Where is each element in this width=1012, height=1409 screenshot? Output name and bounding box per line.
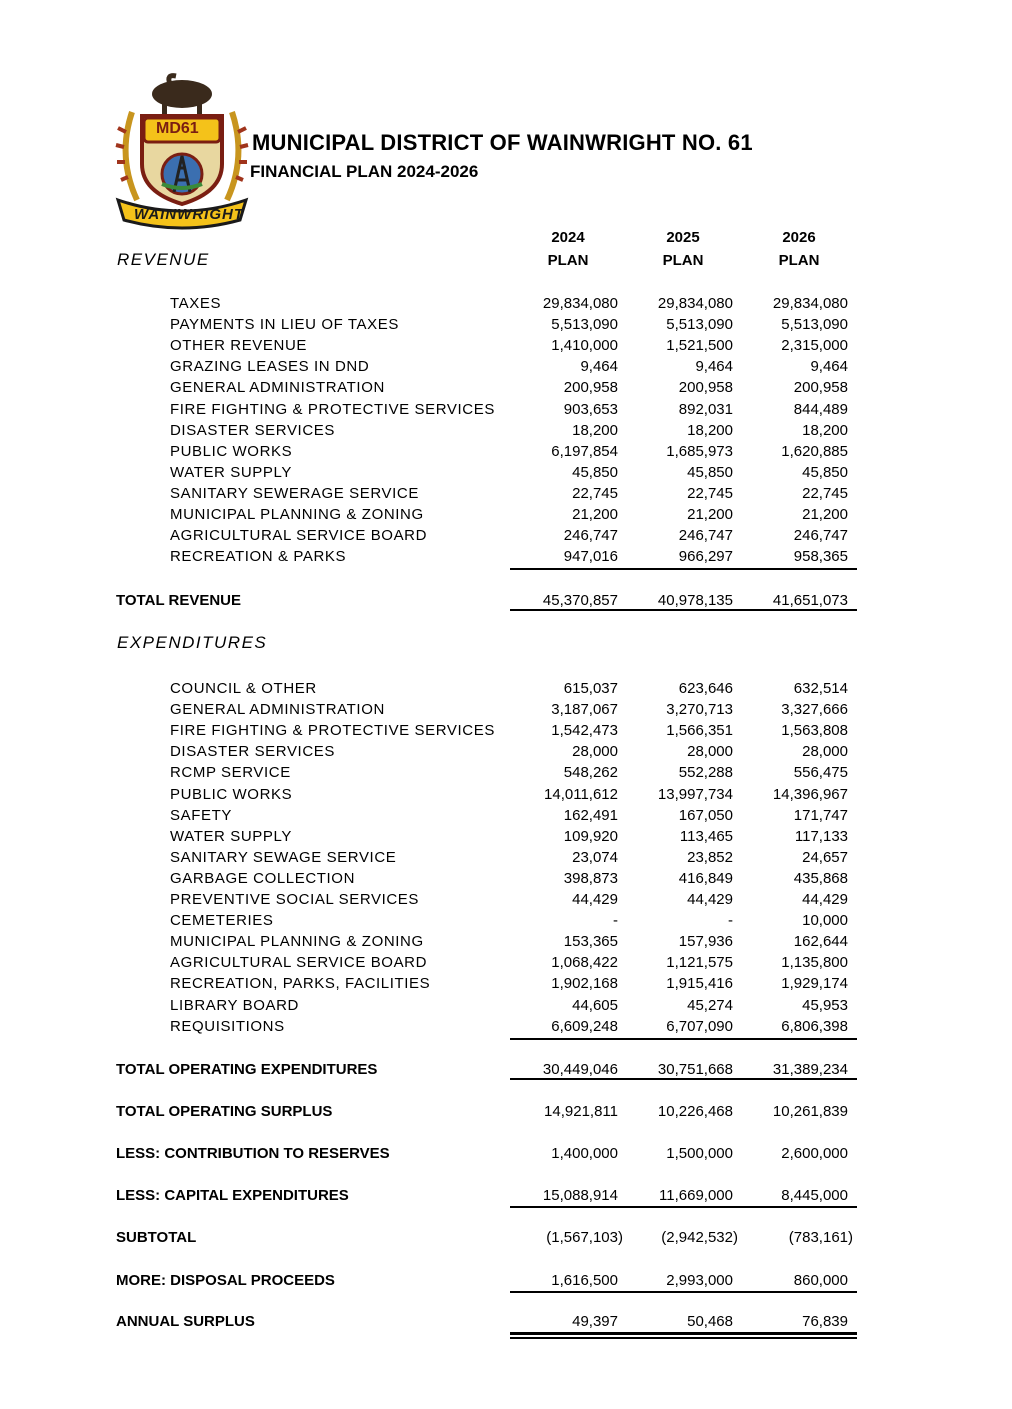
revenue-general-administration-value-2025: 200,958 <box>678 379 733 397</box>
annual-surplus-double-rule-top <box>510 1332 857 1335</box>
summary-annual-surplus-label: ANNUAL SURPLUS <box>116 1313 255 1330</box>
summary-more-disposal-proceeds-value-2024: 1,616,500 <box>551 1272 618 1289</box>
summary-annual-surplus-value-2025: 50,468 <box>687 1313 733 1330</box>
expenditure-fire-fighting-protective-services-label: FIRE FIGHTING & PROTECTIVE SERVICES <box>170 722 495 740</box>
revenue-municipal-planning-zoning-value-2025: 21,200 <box>687 506 733 523</box>
expenditure-agricultural-service-board-value-2024: 1,068,422 <box>551 954 618 972</box>
revenue-water-supply-label: WATER SUPPLY <box>170 463 292 481</box>
expenditure-library-board-label: LIBRARY BOARD <box>170 996 299 1014</box>
expenditure-library-board-value-2024: 44,605 <box>572 996 618 1014</box>
expenditure-public-works-value-2026: 14,396,967 <box>772 785 848 803</box>
summary-more-disposal-proceeds-value-2025: 2,993,000 <box>666 1272 733 1289</box>
revenue-sanitary-sewerage-service-value-2025: 22,745 <box>687 484 733 502</box>
disposal-proceeds-rule <box>510 1291 857 1293</box>
summary-more-disposal-proceeds-value-2026: 860,000 <box>793 1272 848 1289</box>
expenditure-rcmp-service-value-2024: 548,262 <box>563 764 618 782</box>
revenue-public-works-value-2026: 1,620,885 <box>781 442 848 460</box>
expenditure-cemeteries-value-2025: - <box>728 912 733 930</box>
expenditure-rcmp-service-value-2026: 556,475 <box>793 764 848 782</box>
revenue-water-supply-value-2024: 45,850 <box>572 463 618 481</box>
col-year-2026: 2026 <box>782 229 816 246</box>
summary-total-operating-expenditures-value-2026: 31,389,234 <box>772 1061 848 1078</box>
expenditure-recreation-parks-facilities-value-2024: 1,902,168 <box>551 975 618 993</box>
revenue-water-supply-value-2025: 45,850 <box>687 463 733 481</box>
revenue-payments-in-lieu-of-taxes-value-2025: 5,513,090 <box>666 316 733 334</box>
expenditure-fire-fighting-protective-services-value-2026: 1,563,808 <box>781 722 848 740</box>
expenditure-requisitions-label: REQUISITIONS <box>170 1017 285 1035</box>
expenditure-sanitary-sewage-service-value-2024: 23,074 <box>572 848 618 866</box>
expenditure-preventive-social-services-label: PREVENTIVE SOCIAL SERVICES <box>170 891 420 908</box>
summary-total-operating-surplus-value-2024: 14,921,811 <box>544 1103 618 1120</box>
logo-text-top: MD61 <box>156 120 199 137</box>
revenue-payments-in-lieu-of-taxes-value-2026: 5,513,090 <box>781 316 848 334</box>
expenditure-water-supply-value-2024: 109,920 <box>563 827 618 845</box>
expenditure-municipal-planning-zoning-label: MUNICIPAL PLANNING & ZONING <box>170 933 424 951</box>
expenditure-agricultural-service-board-value-2026: 1,135,800 <box>781 954 848 972</box>
summary-less-capital-expenditures-value-2026: 8,445,000 <box>781 1187 848 1204</box>
total-revenue-label: TOTAL REVENUE <box>116 592 242 609</box>
expenditure-municipal-planning-zoning-value-2024: 153,365 <box>563 933 618 951</box>
expenditure-sanitary-sewage-service-value-2025: 23,852 <box>687 848 733 866</box>
revenue-grazing-leases-in-dnd-value-2025: 9,464 <box>695 358 733 376</box>
expenditure-cemeteries-value-2026: 10,000 <box>802 912 848 930</box>
revenue-agricultural-service-board-value-2025: 246,747 <box>678 527 733 545</box>
expenditure-requisitions-value-2026: 6,806,398 <box>781 1017 848 1035</box>
expenditure-municipal-planning-zoning-value-2025: 157,936 <box>678 933 733 951</box>
revenue-disaster-services-value-2025: 18,200 <box>687 421 733 439</box>
expenditure-safety-value-2024: 162,491 <box>563 806 618 824</box>
revenue-agricultural-service-board-label: AGRICULTURAL SERVICE BOARD <box>170 527 428 545</box>
revenue-fire-fighting-protective-services-value-2025: 892,031 <box>678 400 733 418</box>
expenditure-garbage-collection-value-2025: 416,849 <box>678 869 733 887</box>
expenditure-council-other-label: COUNCIL & OTHER <box>170 680 317 697</box>
summary-annual-surplus-value-2024: 49,397 <box>572 1313 618 1330</box>
revenue-sanitary-sewerage-service-label: SANITARY SEWERAGE SERVICE <box>170 484 419 502</box>
expenditure-safety-value-2026: 171,747 <box>793 806 848 824</box>
expenditure-recreation-parks-facilities-value-2026: 1,929,174 <box>781 975 848 993</box>
revenue-disaster-services-value-2024: 18,200 <box>572 421 618 439</box>
expenditure-council-other-value-2026: 632,514 <box>793 680 848 697</box>
col-label-2026: PLAN <box>778 252 820 269</box>
summary-less-capital-expenditures-value-2025: 11,669,000 <box>659 1187 733 1204</box>
expenditure-disaster-services-label: DISASTER SERVICES <box>170 743 335 761</box>
col-year-2025: 2025 <box>666 229 700 246</box>
operating-expenditures-rule <box>510 1078 857 1080</box>
expenditure-safety-label: SAFETY <box>170 806 232 824</box>
col-label-2025: PLAN <box>662 252 704 269</box>
revenue-agricultural-service-board-value-2024: 246,747 <box>563 527 618 545</box>
expenditure-public-works-value-2024: 14,011,612 <box>544 785 618 803</box>
expenditure-rcmp-service-label: RCMP SERVICE <box>170 764 291 782</box>
summary-total-operating-expenditures-value-2025: 30,751,668 <box>657 1061 733 1078</box>
expenditure-garbage-collection-value-2024: 398,873 <box>563 869 618 887</box>
summary-less-capital-expenditures-label: LESS: CAPITAL EXPENDITURES <box>116 1187 349 1204</box>
total-revenue-rule <box>510 609 857 611</box>
expenditure-preventive-social-services-value-2026: 44,429 <box>802 891 848 908</box>
expenditure-preventive-social-services-value-2024: 44,429 <box>572 891 618 908</box>
revenue-municipal-planning-zoning-value-2024: 21,200 <box>572 506 618 523</box>
col-year-2024: 2024 <box>551 229 585 246</box>
expenditure-rcmp-service-value-2025: 552,288 <box>678 764 733 782</box>
expenditure-preventive-social-services-value-2025: 44,429 <box>687 891 733 908</box>
expenditure-garbage-collection-label: GARBAGE COLLECTION <box>170 869 356 887</box>
revenue-recreation-parks-label: RECREATION & PARKS <box>170 548 347 566</box>
expenditure-recreation-parks-facilities-label: RECREATION, PARKS, FACILITIES <box>170 975 431 993</box>
revenue-municipal-planning-zoning-label: MUNICIPAL PLANNING & ZONING <box>170 506 424 523</box>
revenue-municipal-planning-zoning-value-2026: 21,200 <box>802 506 848 523</box>
revenue-sanitary-sewerage-service-value-2024: 22,745 <box>572 484 618 502</box>
expenditure-disaster-services-value-2024: 28,000 <box>572 743 618 761</box>
expenditure-library-board-value-2026: 45,953 <box>802 996 848 1014</box>
expenditure-general-administration-value-2024: 3,187,067 <box>551 701 618 719</box>
revenue-recreation-parks-value-2025: 966,297 <box>678 548 733 566</box>
expenditure-sanitary-sewage-service-label: SANITARY SEWAGE SERVICE <box>170 848 397 866</box>
revenue-public-works-label: PUBLIC WORKS <box>170 442 293 460</box>
revenue-other-revenue-value-2026: 2,315,000 <box>781 337 848 355</box>
plan-title: FINANCIAL PLAN 2024-2026 <box>250 162 479 181</box>
expenditure-garbage-collection-value-2026: 435,868 <box>793 869 848 887</box>
expenditure-sanitary-sewage-service-value-2026: 24,657 <box>802 848 848 866</box>
revenue-public-works-value-2025: 1,685,973 <box>666 442 733 460</box>
total-revenue-2025: 40,978,135 <box>657 592 733 609</box>
col-label-2024: PLAN <box>547 252 589 269</box>
expenditure-water-supply-label: WATER SUPPLY <box>170 827 292 845</box>
revenue-agricultural-service-board-value-2026: 246,747 <box>793 527 848 545</box>
revenue-grazing-leases-in-dnd-value-2026: 9,464 <box>810 358 848 376</box>
summary-annual-surplus-value-2026: 76,839 <box>802 1313 848 1330</box>
revenue-disaster-services-label: DISASTER SERVICES <box>170 421 335 439</box>
summary-total-operating-surplus-value-2025: 10,226,468 <box>657 1103 733 1120</box>
total-revenue-2024: 45,370,857 <box>542 592 618 609</box>
revenue-taxes-label: TAXES <box>170 295 222 312</box>
revenue-other-revenue-value-2024: 1,410,000 <box>551 337 618 355</box>
revenue-fire-fighting-protective-services-value-2026: 844,489 <box>793 400 848 418</box>
expenditure-general-administration-value-2026: 3,327,666 <box>781 701 848 719</box>
expenditure-recreation-parks-facilities-value-2025: 1,915,416 <box>666 975 733 993</box>
expenditure-subtotal-rule <box>510 1038 857 1040</box>
summary-subtotal-label: SUBTOTAL <box>116 1229 197 1246</box>
org-title: MUNICIPAL DISTRICT OF WAINWRIGHT NO. 61 <box>252 130 753 155</box>
summary-less-contribution-to-reserves-value-2025: 1,500,000 <box>666 1145 733 1162</box>
revenue-grazing-leases-in-dnd-value-2024: 9,464 <box>580 358 618 376</box>
expenditure-council-other-value-2024: 615,037 <box>563 680 618 697</box>
expenditure-municipal-planning-zoning-value-2026: 162,644 <box>793 933 848 951</box>
revenue-water-supply-value-2026: 45,850 <box>802 463 848 481</box>
summary-subtotal-value-2025: (2,942,532) <box>661 1229 738 1246</box>
revenue-payments-in-lieu-of-taxes-label: PAYMENTS IN LIEU OF TAXES <box>170 316 399 334</box>
revenue-recreation-parks-value-2024: 947,016 <box>563 548 618 566</box>
expenditure-agricultural-service-board-label: AGRICULTURAL SERVICE BOARD <box>170 954 428 972</box>
expenditure-library-board-value-2025: 45,274 <box>687 996 733 1014</box>
revenue-fire-fighting-protective-services-value-2024: 903,653 <box>563 400 618 418</box>
revenue-general-administration-value-2024: 200,958 <box>563 379 618 397</box>
revenue-recreation-parks-value-2026: 958,365 <box>793 548 848 566</box>
expenditure-fire-fighting-protective-services-value-2025: 1,566,351 <box>666 722 733 740</box>
expenditure-council-other-value-2025: 623,646 <box>678 680 733 697</box>
revenue-public-works-value-2024: 6,197,854 <box>551 442 618 460</box>
revenue-taxes-value-2026: 29,834,080 <box>772 295 848 312</box>
revenue-taxes-value-2024: 29,834,080 <box>542 295 618 312</box>
summary-more-disposal-proceeds-label: MORE: DISPOSAL PROCEEDS <box>116 1272 335 1289</box>
revenue-payments-in-lieu-of-taxes-value-2024: 5,513,090 <box>551 316 618 334</box>
expenditure-requisitions-value-2024: 6,609,248 <box>551 1017 618 1035</box>
revenue-disaster-services-value-2026: 18,200 <box>802 421 848 439</box>
revenue-general-administration-value-2026: 200,958 <box>793 379 848 397</box>
expenditure-water-supply-value-2025: 113,465 <box>679 827 733 845</box>
expenditure-requisitions-value-2025: 6,707,090 <box>666 1017 733 1035</box>
revenue-general-administration-label: GENERAL ADMINISTRATION <box>170 379 385 397</box>
summary-total-operating-surplus-label: TOTAL OPERATING SURPLUS <box>116 1103 333 1120</box>
expenditure-fire-fighting-protective-services-value-2024: 1,542,473 <box>551 722 618 740</box>
expenditure-general-administration-label: GENERAL ADMINISTRATION <box>170 701 385 719</box>
expenditure-disaster-services-value-2026: 28,000 <box>802 743 848 761</box>
summary-less-contribution-to-reserves-label: LESS: CONTRIBUTION TO RESERVES <box>116 1145 390 1162</box>
annual-surplus-double-rule-bottom <box>510 1337 857 1339</box>
revenue-fire-fighting-protective-services-label: FIRE FIGHTING & PROTECTIVE SERVICES <box>170 400 495 418</box>
expenditure-water-supply-value-2026: 117,133 <box>794 827 848 845</box>
revenue-taxes-value-2025: 29,834,080 <box>657 295 733 312</box>
expenditure-public-works-label: PUBLIC WORKS <box>170 785 293 803</box>
md-wainwright-logo <box>112 72 252 230</box>
summary-less-capital-expenditures-value-2024: 15,088,914 <box>542 1187 618 1204</box>
expenditure-disaster-services-value-2025: 28,000 <box>687 743 733 761</box>
summary-less-contribution-to-reserves-value-2024: 1,400,000 <box>551 1145 618 1162</box>
expenditure-public-works-value-2025: 13,997,734 <box>657 785 733 803</box>
capital-expenditures-rule <box>510 1206 857 1208</box>
revenue-sanitary-sewerage-service-value-2026: 22,745 <box>802 484 848 502</box>
revenue-other-revenue-value-2025: 1,521,500 <box>666 337 733 355</box>
expenditure-cemeteries-value-2024: - <box>613 912 618 930</box>
summary-total-operating-expenditures-label: TOTAL OPERATING EXPENDITURES <box>116 1061 378 1078</box>
summary-total-operating-surplus-value-2026: 10,261,839 <box>772 1103 848 1120</box>
revenue-grazing-leases-in-dnd-label: GRAZING LEASES IN DND <box>170 358 370 376</box>
revenue-heading: REVENUE <box>117 250 210 269</box>
summary-less-contribution-to-reserves-value-2026: 2,600,000 <box>781 1145 848 1162</box>
summary-subtotal-value-2026: (783,161) <box>788 1229 853 1246</box>
expenditures-heading: EXPENDITURES <box>117 633 268 652</box>
expenditure-general-administration-value-2025: 3,270,713 <box>666 701 733 719</box>
total-revenue-2026: 41,651,073 <box>772 592 848 609</box>
logo-text-bottom: WAINWRIGHT <box>134 206 244 223</box>
expenditure-agricultural-service-board-value-2025: 1,121,575 <box>666 954 733 972</box>
summary-subtotal-value-2024: (1,567,103) <box>546 1229 623 1246</box>
summary-total-operating-expenditures-value-2024: 30,449,046 <box>542 1061 618 1078</box>
expenditure-safety-value-2025: 167,050 <box>678 806 733 824</box>
expenditure-cemeteries-label: CEMETERIES <box>170 912 274 930</box>
revenue-other-revenue-label: OTHER REVENUE <box>170 337 307 355</box>
revenue-subtotal-rule <box>510 568 857 570</box>
